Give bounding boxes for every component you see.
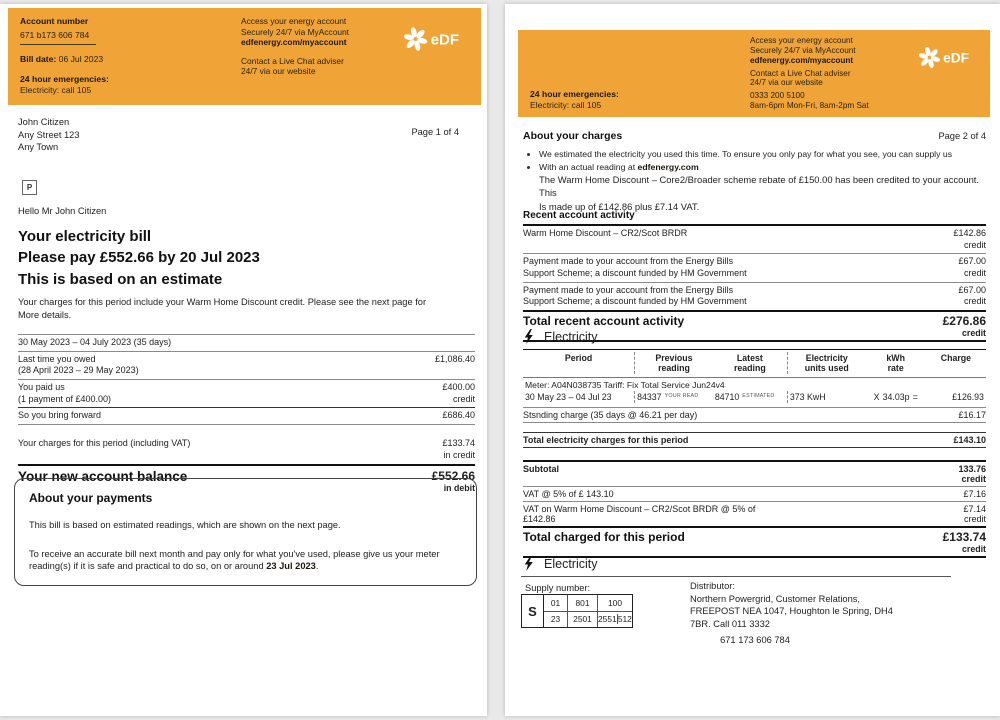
bill-title	[18, 226, 260, 290]
lightning-icon	[523, 556, 534, 571]
row-label: Payment made to your account from the Energy Bills Support Scheme; a discount funded by HM Government	[523, 256, 747, 279]
supply-col2: 801 2501	[568, 595, 598, 627]
page1-header-banner	[8, 8, 481, 105]
vat-whd-row	[523, 502, 986, 526]
col-period: Period	[564, 353, 593, 363]
greeting: Hello Mr John Citizen	[18, 206, 107, 216]
page2-header-banner	[518, 30, 990, 117]
access-line2: Securely 24/7 via MyAccount	[750, 45, 856, 55]
electricity-section-title: Electricity	[544, 329, 598, 344]
bill-intro	[18, 296, 447, 321]
table-row	[18, 352, 475, 380]
page2-page-number: Page 2 of 4	[938, 131, 986, 141]
bill-intro-line2: More details.	[18, 309, 72, 320]
meter-reading-date: 23 Jul 2023	[266, 561, 316, 572]
distributor-line3: 7BR. Call 011 3332	[690, 618, 770, 629]
standing-charge-amount: £16.17	[958, 410, 986, 420]
contact-line2: 24/7 via our website	[750, 78, 823, 88]
supply-section-header	[521, 556, 951, 577]
recipient-address	[18, 116, 80, 154]
bullet-icon	[527, 153, 530, 156]
row-label: So you bring forward	[18, 410, 102, 421]
supply-col1: 01 23	[544, 595, 568, 627]
myaccount-url: edfenergy.com/myaccount	[750, 55, 854, 65]
balance-amount: £552.66 in debit	[431, 468, 475, 493]
vat-whd-label: VAT on Warm Home Discount – CR2/Scot BRDR @ 5% of £142.86	[523, 504, 756, 524]
contact-line2: 24/7 via our website	[241, 66, 316, 76]
bill-date-value: 06 Jul 2023	[56, 54, 104, 65]
subtotal-amount: 133.76 credit	[958, 464, 986, 484]
vat-amount: £7.16	[963, 489, 986, 499]
page1-header-right	[241, 16, 399, 97]
page2-header-left	[530, 36, 750, 111]
distributor-line1: Northern Powergrid, Customer Relations,	[690, 593, 860, 604]
total-charged-label: Total charged for this period	[523, 530, 685, 544]
meter-tariff-line: Meter: A04N038735 Tariff: Fix Total Service Jun24v4	[525, 380, 725, 390]
col-charge: Charge	[940, 353, 972, 363]
col-latest-reading: Latest reading	[733, 353, 766, 373]
bullet-text: We estimated the electricity you used this time. To ensure you only pay for what you see, you can supply us	[539, 149, 953, 159]
bill-page-2	[505, 4, 1000, 716]
vat-row	[523, 486, 986, 502]
electricity-section-header	[521, 329, 597, 344]
distributor-line2: FREEPOST NEA 1047, Houghton le Spring, DH4	[690, 606, 893, 617]
period-cell: 30 May 23 – 04 Jul 23	[525, 392, 612, 402]
electricity-data-row	[523, 390, 986, 407]
electricity-table	[523, 349, 986, 558]
standing-charge-label: Stsnding charge (35 days @ 46.21 per day)	[523, 410, 698, 420]
emergencies-value: Electricity: call 105	[530, 99, 602, 110]
account-number-value: 671 b173 606 784	[20, 30, 90, 41]
elec-total-label: Total electricity charges for this period	[523, 435, 689, 445]
recent-activity-table	[523, 210, 986, 342]
bill-date-label: Bill date:	[20, 54, 57, 65]
page1-header-left	[20, 16, 241, 97]
bill-title-line3: This is based on an estimate	[18, 270, 223, 288]
emergencies-value: Electricity: call 105	[20, 84, 92, 95]
supply-col3: 100 2551 512	[598, 595, 632, 627]
table-row	[18, 407, 475, 425]
units-cell: 373 KwH	[787, 391, 866, 403]
rate-cell: X 34.03p =	[873, 392, 918, 402]
edf-logo-icon	[918, 39, 978, 76]
table-row	[523, 283, 986, 310]
row-amount: £67.00 credit	[958, 256, 986, 279]
row-amount: £686.40	[442, 410, 475, 421]
bill-intro-line1: Your charges for this period include your Warm Home Discount credit. Please see the next page for	[18, 297, 427, 307]
row-amount: £400.00 credit	[442, 382, 475, 404]
estimated-tag: ESTIMATED	[742, 393, 775, 399]
subtotal-row	[523, 460, 986, 486]
bill-page-1	[0, 4, 487, 716]
svg-text:eDF: eDF	[943, 50, 970, 66]
account-summary-table	[18, 334, 475, 496]
supply-grid	[544, 595, 632, 627]
electricity-total-row	[523, 432, 986, 448]
edf-logo	[399, 16, 469, 97]
account-reference: 671 173 606 784	[720, 635, 790, 645]
bullet-item	[525, 148, 980, 161]
address-line1: John Citizen	[18, 117, 70, 127]
contact-line1: Contact a Live Chat adviser	[241, 55, 344, 66]
emergencies-label: 24 hour emergencies:	[530, 88, 619, 99]
row-amount: £1,086.40	[434, 353, 475, 364]
col-units-used: Electricity units used	[787, 352, 866, 374]
charge-cell: £126.93	[952, 392, 984, 402]
supply-s-cell: S	[522, 595, 544, 627]
edf-logo-icon	[403, 19, 469, 59]
bill-title-line2: Please pay £552.66 by 20 Jul 2023	[18, 249, 260, 267]
col-kwh-rate: kWh rate	[886, 353, 905, 373]
row-label: Last time you owed (28 April 2023 – 29 May 2023)	[18, 353, 139, 376]
bullet-text: With an actual reading at edfenergy.com	[539, 161, 699, 172]
row-label: You paid us (1 payment of £400.00)	[18, 382, 112, 404]
about-payments-box	[14, 478, 477, 586]
row-amount: £67.00 credit	[958, 284, 986, 307]
table-row	[523, 254, 986, 282]
myaccount-url: edfenergy.com/myaccount	[241, 37, 347, 47]
svg-text:eDF: eDF	[430, 31, 460, 49]
col-previous-reading: Previous reading	[634, 352, 713, 374]
distributor-label: Distributor:	[690, 581, 735, 591]
bullet-icon	[527, 166, 530, 169]
supply-section-title: Electricity	[544, 556, 598, 571]
emergencies-label: 24 hour emergencies:	[20, 73, 109, 84]
phone-hours: 8am-6pm Mon-Fri, 8am-2pm Sat	[750, 101, 869, 111]
total-amount: £276.86 credit	[942, 314, 986, 339]
bill-title-line1: Your electricity bill	[18, 228, 152, 245]
about-payments-para2: To receive an accurate bill next month and pay only for what you've used, please give us your meter reading(s) if it is safe and practical to do so, on or around 23 Jul 2023.	[29, 548, 440, 572]
balance-label: Your new account balance	[18, 468, 188, 484]
total-charged-row	[523, 526, 986, 558]
about-payments-para1: This bill is based on estimated readings, which are shown on the next page.	[29, 520, 341, 530]
table-row	[523, 226, 986, 254]
your-read-tag: YOUR READ	[664, 393, 699, 399]
row-label: Your charges for this period (including VAT)	[18, 438, 191, 449]
page1-page-number: Page 1 of 4	[411, 127, 459, 137]
lightning-icon	[523, 329, 534, 344]
total-label: Total recent account activity	[523, 314, 685, 329]
whd-note: The Warm Home Discount – Core2/Broader scheme rebate of £150.00 has been credited to your account. This Is made up of £142.86 plus £7.14 VAT.	[539, 174, 979, 212]
distributor-block	[690, 580, 893, 630]
row-label: Payment made to your account from the Energy Bills Support Scheme; a discount funded by HM Government	[523, 284, 747, 307]
charges-header-row	[523, 130, 986, 143]
vat-label: VAT @ 5% of £ 143.10	[523, 489, 614, 499]
address-line3: Any Town	[18, 142, 59, 153]
bullet-item	[525, 161, 980, 174]
supply-number-box	[521, 594, 633, 628]
about-payments-title: About your payments	[29, 491, 153, 505]
table-row	[18, 436, 475, 463]
latest-reading-cell: 84710 ESTIMATED	[714, 392, 775, 402]
about-charges-title: About your charges	[523, 130, 623, 142]
electricity-table-header	[523, 349, 986, 378]
postage-p-icon: P	[22, 180, 37, 195]
access-line1: Access your energy account	[750, 36, 853, 45]
bill-date	[20, 54, 241, 65]
table-row	[18, 380, 475, 407]
total-charged-amount: £133.74 credit	[942, 530, 986, 554]
access-line2: Securely 24/7 via MyAccount	[241, 26, 349, 37]
contact-line1: Contact a Live Chat adviser	[750, 68, 851, 78]
address-line2: Any Street 123	[18, 129, 80, 140]
summary-period: 30 May 2023 – 04 July 2023 (35 days)	[18, 337, 172, 347]
phone-number: 0333 200 5100	[750, 91, 805, 101]
account-number-label: Account number	[20, 16, 89, 26]
page2-header-right	[750, 36, 908, 111]
vat-whd-amount: £7.14 credit	[963, 504, 986, 524]
standing-charge-row	[523, 407, 986, 423]
divider	[20, 44, 96, 45]
elec-total-amount: £143.10	[953, 435, 986, 445]
charges-bullets	[525, 148, 980, 213]
row-amount: £142.86 credit	[953, 228, 986, 250]
edf-logo	[908, 36, 978, 111]
row-label: Warm Home Discount – CR2/Scot BRDR	[523, 228, 688, 238]
previous-reading-cell: 84337 YOUR READ	[634, 391, 713, 403]
summary-period-row	[18, 334, 475, 352]
access-line1: Access your energy account	[241, 16, 347, 26]
subtotal-label: Subtotal	[523, 464, 559, 474]
recent-activity-title: Recent account activity	[523, 210, 986, 226]
supply-number-label: Supply number:	[525, 583, 591, 593]
row-amount: £133.74 in credit	[442, 438, 475, 460]
edfenergy-url: edfenergy.com	[637, 161, 699, 172]
